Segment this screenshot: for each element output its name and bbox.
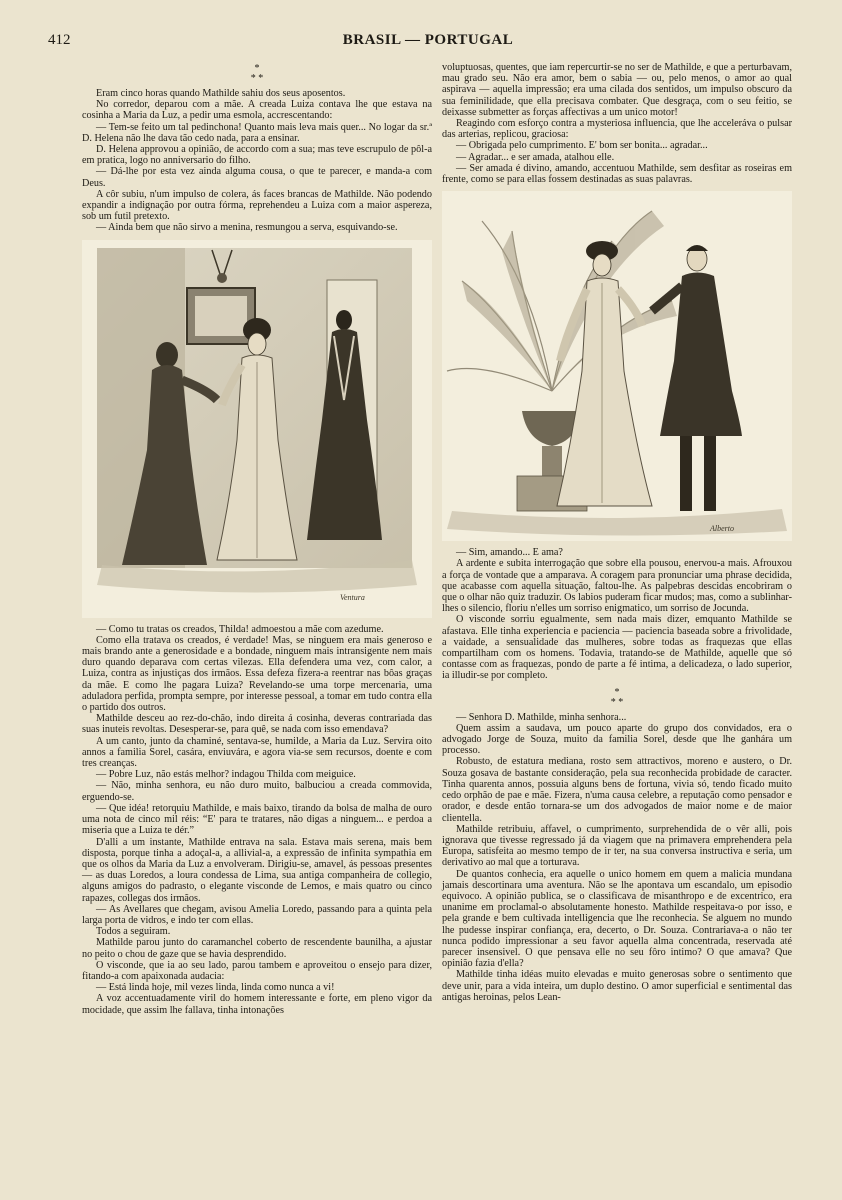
- star-line-1: *: [614, 686, 620, 698]
- paragraph: A ardente e subita interrogação que sobre ella pousou, enervou-a mais. Afrouxou a força de vontade que a amparava. A coragem para pronunciar uma phrase decidida, que acabasse com aquella situação, faltou-lhe. As palpebras descidas encobriram o que o olhar não quiz traduzir. Os labios puderam ficar mudos; mas, como a sublinhar-lhes o silencio, floriu n'elles um sorriso enigmatico, um sorriso de Jocunda.: [442, 558, 792, 615]
- star-line-1: *: [254, 63, 260, 74]
- illustration-couple-in-garden: [442, 191, 792, 541]
- section-break-stars-right: [442, 688, 792, 708]
- paragraph: — Que idéa! retorquiu Mathilde, e mais baixo, tirando da bolsa de malha de ouro uma nota de cinco mil réis: “E' para te tratares, não digas a ninguem... e perdoa a miseria que a Luiza te dér.”: [82, 802, 432, 837]
- paragraph: Eram cinco horas quando Mathilde sahiu dos seus aposentos.: [96, 88, 346, 99]
- paragraph: Como ella tratava os creados, é verdade! Mas, se ninguem era mais generoso e mais brando ante a generosidade e a bondade, ninguem mais intransigente nem mais duro quando deparava com certas vilezas. Ella defendera uma vez, com calor, a Luiza, contra as injustiças dos irmãos. Essa defeza fizera-a reentrar nas bôas graças da mãe. E como lhe pagara Luiza? Revelando-se uma torpe mercenaria, uma aduladora perfida, prompta sempre, por interesse pessoal, a tomar em tudo contra ella o partido dos outros.: [82, 634, 432, 714]
- paragraph: De quantos conhecia, era aquelle o unico homem em quem a malicia mundana jamais descortinara uma aventura. Não se lhe apontava um escandalo, um episodio equivoco. A opinião publica, se o classificava de misanthropo e de excentrico, era unanime em proclamal-o absolutamente honesto. Mathilde respeitava-o por isso, e pela grande e bem cultivada intelligencia que lhe reconhecia. Se alguem no mundo lhe pudesse inspirar confiança, era, decerto, o Dr. Souza. Contrariava-a o não ter nunca podido impressionar a seu favor aquella alma concentrada, reservada até parecer insensivel. O que pensava elle no seu fôro intimo? O que amava? Que opinião fazia d'ella?: [442, 868, 792, 970]
- paragraph: — Sim, amando... E ama?: [456, 547, 563, 559]
- illustration-three-women: [82, 240, 432, 618]
- paragraph: D'alli a um instante, Mathilde entrava na sala. Estava mais serena, mais bem disposta, porque tinha a adoçal-a, a allivial-a, a expressão de infinita sympathia em que os olhos da Maria da Luz a envolveram. Dirigiu-se, amavel, ás pessoas presentes — as duas Loredos, a loura condessa de Lima, sua antiga companheira de collegio, alguns amigos do padrasto, o elegante visconde de Lemos, e mais quatro ou cinco rapazes, collegas dos irmãos.: [82, 836, 432, 904]
- paragraph: Robusto, de estatura mediana, rosto sem attractivos, moreno e austero, o Dr. Souza gosava de bastante consideração, pela sua reconhecida probidade de caracter. Tinha quarenta annos, possuia alguns bens de fortuna, vivia só, tendo ficado muito cedo orphão de pae e mãe. Fizera, n'uma causa celebre, a reputação como pensador e orador, e desde então tornara-se um dos advogados de maior nome e de maior clientella.: [442, 756, 792, 824]
- paragraph: — Senhora D. Mathilde, minha senhora...: [456, 711, 627, 723]
- paragraph: D. Helena approvou a opinião, de accordo com a sua; mas teve escrupulo de pôl-a em pratica, logo no anniversario do filho.: [82, 144, 432, 167]
- illustration-garden-scene: [442, 191, 792, 541]
- paragraph: No corredor, deparou com a mãe. A creada Luiza contava lhe que estava na cosinha a Maria da Luz, a pedir uma esmola, accrescentando:: [82, 99, 432, 122]
- paragraph: — Pobre Luz, não estás melhor? indagou Thilda com meiguice.: [96, 769, 356, 781]
- paragraph: Mathilde retribuiu, affavel, o cumprimento, surprehendida de o vêr alli, pois ignorava que tivesse regressado já da viagem que na primavera emprehendera pela Europa, satisfeita ao mesmo tempo de ir ter, na sua conversa instructiva e seria, um derivativo ao mal que a torturava.: [442, 823, 792, 869]
- running-title: BRASIL — PORTUGAL: [342, 32, 514, 48]
- paragraph: — As Avellares que chegam, avisou Amelia Loredo, passando para a quinta pela larga porta de vidros, e indo ter com ellas.: [82, 903, 432, 926]
- paragraph: O visconde, que ia ao seu lado, parou tambem e aproveitou o ensejo para dizer, fitando-a com apaixonada audacia:: [82, 959, 432, 982]
- paragraph: voluptuosas, quentes, que iam repercurtir-se no ser de Mathilde, e que a perturbavam, mau grado seu. Não era amor, bem o sabia — ou, pelo menos, o amor ao qual aspirava — aquella impressão; era uma cilada dos sentidos, um impulso obscuro da sua feminilidade, que ella precisava combater. Que desgraça, com o seu feitio, se deixasse submetter as forças affectivas a um unico motor!: [442, 62, 792, 118]
- illustration-signature-left: Ventura: [340, 592, 365, 602]
- right-middle-text: [442, 547, 792, 681]
- paragraph: — Não, minha senhora, eu não duro muito, balbuciou a creada commovida, erguendo-se.: [82, 780, 432, 803]
- section-break-stars: [82, 64, 432, 84]
- star-line-2: * *: [610, 696, 624, 708]
- paragraph: — Dá-lhe por esta vez ainda alguma cousa, o que te parecer, e manda-a com Deus.: [82, 166, 432, 189]
- paragraph: O visconde sorriu egualmente, sem nada mais dizer, emquanto Mathilde se afastava. Elle tinha experiencia e paciencia — paciencia baseada sobre a frivolidade, a vaidade, a sensualidade das mulheres, sobre todas as fraquezas que ellas compartilham com os homens. Todavia, tratando-se de Mathilde, aquelle que só contasse com as fraquezas, pondo de parte a fé intima, a delicadeza, o lado superior, ia illudir-se por completo.: [442, 614, 792, 682]
- illustration-signature-right: Alberto: [710, 524, 734, 534]
- paragraph: Mathilde desceu ao rez-do-chão, indo direita á cosinha, deveras contrariada das suas inuteis revoltas. Desesperar-se, para quê, se nada com isso emendava?: [82, 713, 432, 736]
- page-number: 412: [48, 32, 71, 48]
- right-bottom-text: [442, 712, 792, 1003]
- right-column: [442, 62, 792, 1003]
- right-top-text: [442, 62, 792, 185]
- paragraph: A côr subiu, n'um impulso de colera, ás faces brancas de Mathilde. Não podendo expandir a indignação por outra fórma, reprehendeu a Luiza com a maior aspereza, sob um futil pretexto.: [82, 188, 432, 223]
- left-column: [82, 62, 432, 1016]
- star-line-2: * *: [250, 73, 264, 84]
- paragraph: — Obrigada pelo cumprimento. E' bom ser bonita... agradar...: [456, 140, 708, 152]
- left-bottom-text: [82, 624, 432, 1016]
- paragraph: A voz accentuadamente viril do homem interessante e forte, em pleno vigor da mocidade, que assim lhe fallava, tinha intonações: [82, 993, 432, 1016]
- paragraph: — Ser amada é divino, amando, accentuou Mathilde, sem desfitar as roseiras em frente, como se para ellas fossem destinadas as suas palavras.: [442, 162, 792, 186]
- paragraph: A um canto, junto da chaminé, sentava-se, humilde, a Maria da Luz. Servira oito annos a familia Sorel, casára, enviuvára, e agora via-se sem recursos, doente e com tres creanças.: [82, 735, 432, 770]
- page-header: [48, 30, 808, 52]
- paragraph: Mathilde parou junto do caramanchel coberto de rescendente baunilha, a ajustar no peito o chou de gaze que se havia desprendido.: [82, 937, 432, 960]
- paragraph: — Ainda bem que não sirvo a menina, resmungou a serva, esquivando-se.: [96, 222, 398, 234]
- paragraph: — Agradar... e ser amada, atalhou elle.: [456, 151, 615, 163]
- paragraph: Todos a seguiram.: [96, 926, 171, 938]
- paragraph: Mathilde tinha idéas muito elevadas e muito generosas sobre o sentimento que deve unir, para a vida inteira, um duplo destino. O amor superficial e sentimental das antigas heroinas, pelos Lean-: [442, 969, 792, 1003]
- paragraph: — Como tu tratas os creados, Thilda! admoestou a mãe com azedume.: [96, 623, 384, 635]
- paragraph: Quem assim a saudava, um pouco aparte do grupo dos convidados, era o advogado Jorge de Souza, muito da familia Sorel, desde que lhe ganhára um processo.: [442, 722, 792, 757]
- paragraph: — Está linda hoje, mil vezes linda, linda como nunca a vi!: [96, 982, 335, 994]
- left-top-text: [82, 88, 432, 234]
- illustration-kitchen-scene: [82, 240, 432, 618]
- paragraph: Reagindo com esforço contra a mysteriosa influencia, que lhe acceleráva o pulsar das arterias, replicou, graciosa:: [442, 118, 792, 141]
- paragraph: — Tem-se feito um tal pedinchona! Quanto mais leva mais quer... No logar da sr.ª D. Helena não lhe dava tão cedo nada, para a ensinar.: [82, 121, 432, 144]
